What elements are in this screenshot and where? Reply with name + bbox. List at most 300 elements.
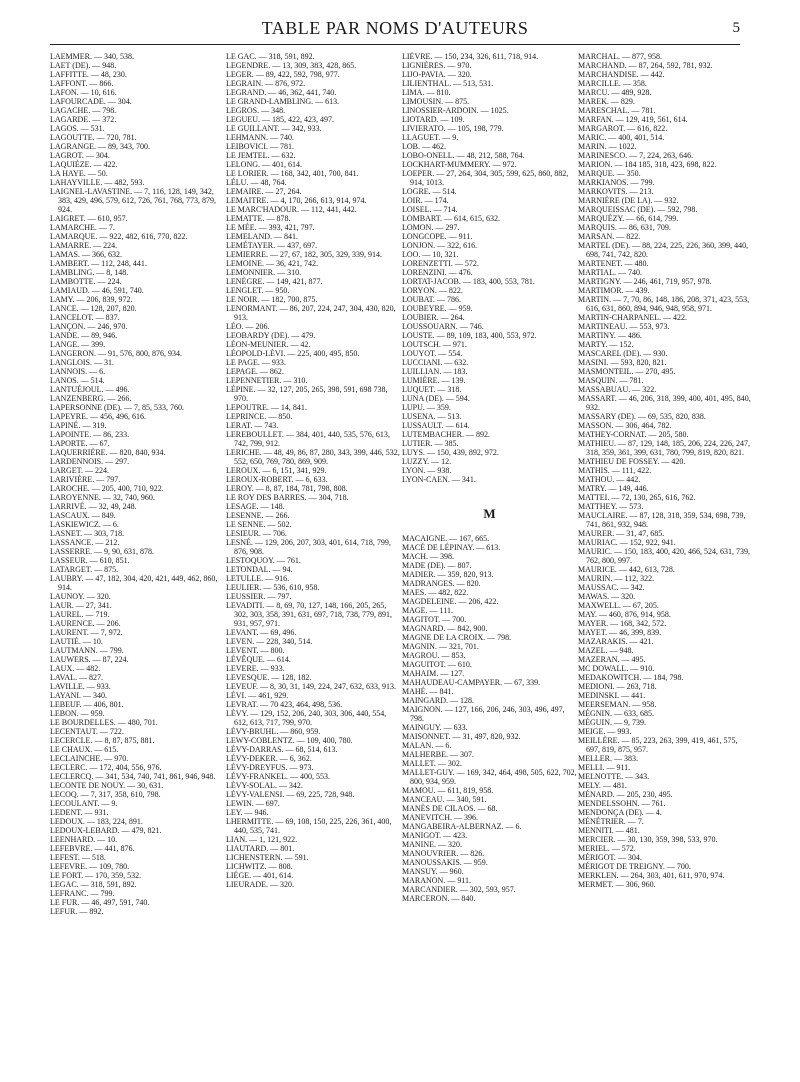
index-entry: MATHIEU. — 87, 129, 148, 185, 206, 224, 226, 247, 318, 359, 361, 399, 631, 780, 799, 819, 820, 821.	[578, 439, 750, 457]
index-entry: MANÈS DE CILAOS. — 68.	[402, 804, 498, 813]
index-column-4	[578, 52, 753, 1072]
index-entry: LOCKHART-MUMMERY. — 972.	[402, 160, 517, 169]
index-entry: LEMAIRE. — 27, 264.	[226, 187, 302, 196]
index-entry: LAHAYVILLE. — 482, 593.	[50, 178, 145, 187]
index-entry: LECOULANT. — 9.	[50, 799, 118, 808]
index-entry: LORYON. — 822.	[402, 286, 463, 295]
index-entry: MEIGE. — 993.	[578, 727, 632, 736]
index-entry: LAFFONT. — 866.	[50, 79, 114, 88]
index-entry: LOUTSCH. — 971.	[402, 340, 467, 349]
index-entry: MARCU. — 489, 928.	[578, 88, 652, 97]
index-entry: LAFOURCADE. — 304.	[50, 97, 132, 106]
index-entry: LE NOIR. — 182, 700, 875.	[226, 295, 318, 304]
index-entry: MENNITI. — 481.	[578, 826, 640, 835]
index-entry: LIMA. — 810.	[402, 88, 451, 97]
index-entry: LARRIVÉ. — 32, 49, 248.	[50, 502, 137, 511]
index-entry: MASSON. — 306, 464, 782.	[578, 421, 672, 430]
index-entry: LEDOUX-LEBARD. — 479, 821.	[50, 826, 162, 835]
index-entry: LEMONNIER. — 310.	[226, 268, 302, 277]
index-entry: LAVILLE. — 933.	[50, 682, 111, 691]
index-entry: LASNET. — 303, 718.	[50, 529, 125, 538]
index-entry: LÉVY-BRUHL. — 860, 959.	[226, 727, 321, 736]
index-entry: LUSENA. — 513.	[402, 412, 462, 421]
index-entry: MATTEI. — 72, 130, 265, 616, 762.	[578, 493, 696, 502]
index-entry: LAMARQUE. — 922, 482, 616, 770, 822.	[50, 232, 188, 241]
index-entry: LUPU. — 359.	[402, 403, 451, 412]
index-entry: LENORMANT. — 86, 207, 224, 247, 304, 430, 820, 913.	[226, 304, 396, 322]
index-entry: LAPORTE. — 67.	[50, 439, 110, 448]
index-entry: MADE (DE). — 807.	[402, 561, 472, 570]
index-entry: LEY. — 946.	[226, 808, 269, 817]
index-entry: LE MÉE. — 393, 421, 797.	[226, 223, 315, 232]
index-entry: LEUSSIER. — 797.	[226, 592, 292, 601]
index-entry: MANINE. — 320.	[402, 840, 462, 849]
index-entry: MARTINY. — 486.	[578, 331, 642, 340]
index-entry: MARTIGNY. — 246, 461, 719, 957, 978.	[578, 277, 712, 286]
index-entry: LOUSSOUARN. — 746.	[402, 322, 484, 331]
index-entry: LANCELOT. — 837.	[50, 313, 120, 322]
index-entry: LAVAL. — 827.	[50, 673, 104, 682]
index-entry: MARKOVITS. — 213.	[578, 187, 654, 196]
index-entry: LLAGUET. — 9.	[402, 133, 459, 142]
index-entry: LEMATTE. — 878.	[226, 214, 291, 223]
index-entry: LAGOS. — 531.	[50, 124, 105, 133]
index-entry: MELNOTTE. — 343.	[578, 772, 650, 781]
index-entry: LOIR. — 174.	[402, 196, 449, 205]
index-entry: MAGITOT. — 700.	[402, 615, 467, 624]
index-entry: LOUYOT. — 554.	[402, 349, 463, 358]
index-entry: MARINESCO. — 7, 224, 263, 646.	[578, 151, 694, 160]
index-entry: LERICHE. — 48, 49, 86, 87, 280, 343, 399, 446, 532, 552, 650, 769, 780, 869, 909.	[226, 448, 400, 466]
index-entry: LIAN. — 1, 121, 922.	[226, 835, 298, 844]
index-column-1	[50, 52, 225, 1072]
index-entry: LENGLET. — 950.	[226, 286, 290, 295]
index-entry: LANZENBERG. — 266.	[50, 394, 132, 403]
index-entry: MANOUSSAKIS. — 959.	[402, 858, 488, 867]
index-entry: MARTEL (DE). — 88, 224, 225, 226, 360, 399, 440, 698, 741, 742, 820.	[578, 241, 749, 259]
index-entry: LANTUÉJOUL. — 496.	[50, 385, 130, 394]
index-entry: MARCANDIER. — 302, 593, 957.	[402, 885, 516, 894]
index-entry: LAMBERT. — 112, 248, 441.	[50, 259, 147, 268]
index-entry: MARCILLE. — 358.	[578, 79, 647, 88]
index-entry: LUTEMBACHER. — 892.	[402, 430, 490, 439]
index-entry: LAFON. — 10, 616.	[50, 88, 117, 97]
index-entry: LANÇON. — 246, 970.	[50, 322, 128, 331]
index-entry: LAMARRE. — 224.	[50, 241, 118, 250]
index-entry: LORENZINI. — 476.	[402, 268, 473, 277]
index-column-2	[226, 52, 401, 1072]
index-entry: LUSSAULT. — 614.	[402, 421, 470, 430]
index-entry: MACÉ DE LÉPINAY. — 613.	[402, 543, 501, 552]
index-entry: LAFFITTE. — 48, 230.	[50, 70, 127, 79]
index-entry: LICHENSTERN. — 591.	[226, 853, 309, 862]
index-entry: LUQUET. — 318.	[402, 385, 462, 394]
index-entry: LECOQ. — 7, 317, 358, 610, 798.	[50, 790, 161, 799]
index-entry: LINOSSIER-ARDOIN. — 1025.	[402, 106, 509, 115]
index-entry: LAURENCE. — 206.	[50, 619, 121, 628]
index-entry: MARCHAND. — 87, 264, 592, 781, 932.	[578, 61, 713, 70]
index-entry: MAHAIM. — 127.	[402, 669, 465, 678]
index-entry: LEFEST. — 518.	[50, 853, 106, 862]
index-entry: MAGNIN. — 321, 701.	[402, 642, 479, 651]
index-entry: MARTENET. — 480.	[578, 259, 649, 268]
index-entry: LA HAYE. — 50.	[50, 169, 108, 178]
index-entry: LEGROS. — 348.	[226, 106, 286, 115]
index-entry: LUYS. — 150, 439, 892, 972.	[402, 448, 499, 457]
index-entry: LIJO-PAVIA. — 320.	[402, 70, 472, 79]
index-entry: LANOS. — 514.	[50, 376, 105, 385]
index-entry: MAGNARD. — 842, 900.	[402, 624, 488, 633]
index-entry: LOUBIER. — 264.	[402, 313, 465, 322]
index-entry: MAURER. — 31, 47, 685.	[578, 529, 665, 538]
index-entry: LAUTIÉ. — 10.	[50, 637, 103, 646]
index-entry: LAMIAUD. — 46, 591, 740.	[50, 286, 144, 295]
index-entry: LESNÉ. — 129, 206, 207, 303, 401, 614, 718, 799, 876, 908.	[226, 538, 391, 556]
index-entry: LANNOIS. — 6.	[50, 367, 106, 376]
index-entry: LAPINÉ. — 319.	[50, 421, 107, 430]
index-entry: MAREK. — 829.	[578, 97, 635, 106]
index-entry: LEMAITRE. — 4, 170, 266, 613, 914, 974.	[226, 196, 367, 205]
index-entry: LEFEVRE. — 109, 780.	[50, 862, 130, 871]
index-entry: LANDE. — 89, 946.	[50, 331, 118, 340]
index-entry: LANGE. — 399.	[50, 340, 106, 349]
index-entry: MARIC. — 400, 401, 514.	[578, 133, 665, 142]
index-entry: LAYANI. — 340.	[50, 691, 108, 700]
index-entry: LARDENNOIS. — 297.	[50, 457, 130, 466]
index-entry: LEGENDRE. — 13, 309, 383, 428, 865.	[226, 61, 357, 70]
index-entry: LUMIÈRE. — 139.	[402, 376, 466, 385]
index-entry: LAUR. — 27, 341.	[50, 601, 112, 610]
index-entry: MARSAN. — 822.	[578, 232, 641, 241]
index-entry: MAZEL. — 948.	[578, 646, 634, 655]
section-letter: M	[483, 506, 496, 521]
index-entry: MAWAS. — 320.	[578, 592, 636, 601]
index-entry: LARGET. — 224.	[50, 466, 109, 475]
index-entry: LEGUEU. — 185, 422, 423, 497.	[226, 115, 334, 124]
index-entry: LE FORT. — 170, 359, 532.	[50, 871, 142, 880]
index-entry: LEFEBVRE. — 441, 876.	[50, 844, 135, 853]
index-entry: MARTY. — 152.	[578, 340, 634, 349]
index-entry: MARION. — 184 185, 318, 423, 698, 822.	[578, 160, 717, 169]
index-entry: MELLER. — 383.	[578, 754, 638, 763]
index-entry: MANSUY. — 960.	[402, 867, 464, 876]
index-entry: MÉNARD. — 205, 230, 495.	[578, 790, 673, 799]
index-entry: MARQUIS. — 86, 631, 709.	[578, 223, 671, 232]
index-entry: MAURIN. — 112, 322.	[578, 574, 655, 583]
index-entry: MASSABUAU. — 322.	[578, 385, 657, 394]
index-entry: LAUX. — 482.	[50, 664, 101, 673]
index-entry: MANEVITCH. — 396.	[402, 813, 478, 822]
index-entry: MARESCHAL. — 781.	[578, 106, 656, 115]
index-entry: LEDOUX. — 183, 224, 891.	[50, 817, 143, 826]
index-entry: LESAGE. — 148.	[226, 502, 285, 511]
index-entry: LORENZETTI. — 572.	[402, 259, 479, 268]
index-entry: LAPOINTE. — 86, 233.	[50, 430, 130, 439]
index-entry: MALLET. — 302.	[402, 759, 462, 768]
page-number: 5	[732, 20, 740, 36]
index-entry: LAMAS. — 366, 632.	[50, 250, 123, 259]
index-entry: MATHIEU DE FOSSEY. — 420.	[578, 457, 686, 466]
index-entry: MAGROU. — 853.	[402, 651, 466, 660]
index-entry: LÉVY-VALENSI. — 69, 225, 728, 948.	[226, 790, 355, 799]
index-entry: LOB. — 462.	[402, 142, 446, 151]
index-entry: MASSART. — 46, 206, 318, 399, 400, 401, 495, 840, 932.	[578, 394, 751, 412]
index-entry: LEROY. — 8, 87, 184, 781, 798, 808.	[226, 484, 348, 493]
index-entry: MAINGUY. — 633.	[402, 723, 468, 732]
index-entry: LE FUR. — 46, 497, 591, 740.	[50, 898, 150, 907]
index-entry: LEENHARD. — 10.	[50, 835, 118, 844]
index-entry: LOUSTE. — 89, 109, 183, 400, 553, 972.	[402, 331, 537, 340]
index-entry: LERAT. — 743.	[226, 421, 279, 430]
index-entry: LECENTAUT. — 722.	[50, 727, 124, 736]
index-entry: MALHERBE. — 307.	[402, 750, 474, 759]
index-entry: MERCIER. — 30, 130, 359, 398, 533, 970.	[578, 835, 718, 844]
page-title: TABLE PAR NOMS D'AUTEURS	[261, 18, 529, 38]
index-entry: LÉVY-FRANKEL. — 400, 553.	[226, 772, 330, 781]
index-entry: MENDONÇA (DE). — 4.	[578, 808, 662, 817]
index-entry: LEGRAIN. — 876, 972.	[226, 79, 306, 88]
index-entry: LAQUIÈZE. — 422.	[50, 160, 118, 169]
index-entry: LECLERC. — 172, 404, 556, 976.	[50, 763, 162, 772]
index-entry: LE CHAUX. — 615.	[50, 745, 119, 754]
index-entry: LEPENNETIER. — 310.	[226, 376, 308, 385]
index-entry: LEVEN. — 228, 340, 514.	[226, 637, 313, 646]
index-entry: LEGAC. — 318, 591, 892.	[50, 880, 137, 889]
index-entry: LAUWERS. — 87, 224.	[50, 655, 129, 664]
index-entry: MAHAUDEAU-CAMPAYER. — 67, 339.	[402, 678, 541, 687]
index-entry: LOO. — 10, 321.	[402, 250, 459, 259]
index-entry: LOGRE. — 514.	[402, 187, 457, 196]
index-entry: LANCE. — 128, 207, 820.	[50, 304, 137, 313]
index-entry: LAQUERRIÈRE. — 820, 840, 934.	[50, 448, 166, 457]
index-entry: MARGAROT. — 616, 822.	[578, 124, 668, 133]
index-entry: LONGCOPE. — 911.	[402, 232, 473, 241]
index-entry: LEULIER. — 536, 610, 958.	[226, 583, 320, 592]
index-entry: LAMBOTTE. — 224.	[50, 277, 122, 286]
index-entry: LAUBRY. — 47, 182, 304, 420, 421, 449, 462, 860, 914.	[50, 574, 218, 592]
index-entry: LEOBARDY (DE). — 479.	[226, 331, 316, 340]
index-entry: MAUCLAIRE. — 87, 128, 318, 359, 534, 698, 739, 741, 861, 932, 948.	[578, 511, 746, 529]
index-entry: MELLI. — 911.	[578, 763, 631, 772]
index-entry: MERIEL. — 572.	[578, 844, 636, 853]
index-entry: LASSANCE. — 212.	[50, 538, 120, 547]
index-entry: MARQUE. — 350.	[578, 169, 641, 178]
index-entry: MÉGNIN. — 633, 685.	[578, 709, 654, 718]
index-entry: LAPEYRE. — 456, 496, 616.	[50, 412, 146, 421]
index-entry: MEERSEMAN. — 958.	[578, 700, 657, 709]
index-entry: MADIER. — 359, 820, 913.	[402, 570, 494, 579]
index-entry: LANGLOIS. — 31.	[50, 358, 114, 367]
index-entry: LAMY. — 206, 839, 972.	[50, 295, 133, 304]
index-entry: MEDAKOWITCH. — 184, 798.	[578, 673, 684, 682]
index-entry: LOUBAT. — 786.	[402, 295, 461, 304]
index-entry: MERMET. — 306, 960.	[578, 880, 656, 889]
index-entry: LAMARCHE. — 7.	[50, 223, 115, 232]
index-entry: LEREBOULLET. — 384, 401, 440, 535, 576, 613, 742, 799, 912.	[226, 430, 390, 448]
index-entry: LUNA (DE). — 594.	[402, 394, 470, 403]
index-entry: MARTINEAU. — 553, 973.	[578, 322, 670, 331]
index-entry: LAIGRET. — 610, 957.	[50, 214, 128, 223]
index-entry: LIAUTARD. — 801.	[226, 844, 295, 853]
index-entry: MACH. — 398.	[402, 552, 455, 561]
index-entry: MATHIS. — 111, 422.	[578, 466, 652, 475]
index-entry: LE GAC. — 318, 591, 892.	[226, 52, 315, 61]
index-entry: LEWY-COBLENTZ. — 109, 400, 780.	[226, 736, 353, 745]
index-entry: LENÈGRE. — 149, 421, 877.	[226, 277, 323, 286]
index-entry: LÉON-MEUNIER. — 42.	[226, 340, 311, 349]
index-entry: LAEMMER. — 340, 538.	[50, 52, 134, 61]
index-entry: LEMIERRE. — 27, 67, 182, 305, 329, 339, 914.	[226, 250, 382, 259]
index-column-3	[402, 52, 577, 1072]
index-entry: LAPERSONNE (DE). — 7, 85, 533, 760.	[50, 403, 184, 412]
index-entry: LEVENT. — 800.	[226, 646, 285, 655]
index-entry: LEMELAND. — 841.	[226, 232, 298, 241]
index-entry: LEFUR. — 892.	[50, 907, 104, 916]
index-entry: LAROCHE. — 205, 400, 710, 922.	[50, 484, 164, 493]
index-entry: LUILLIAN. — 183.	[402, 367, 468, 376]
index-entry: LEMÉTAYER. — 437, 697.	[226, 241, 318, 250]
index-entry: LOUBEYRE. — 959.	[402, 304, 473, 313]
index-entry: LEROUX. — 6, 151, 341, 929.	[226, 466, 327, 475]
index-entry: LEGRAND. — 46, 362, 441, 740.	[226, 88, 337, 97]
index-entry: LEPOUTRE. — 14, 841.	[226, 403, 307, 412]
index-entry: LÉVY-DREYFUS. — 973.	[226, 763, 314, 772]
index-entry: MAURIC. — 150, 183, 400, 420, 466, 524, 631, 739, 762, 800, 997.	[578, 547, 751, 565]
index-entry: MÉGUIN. — 9, 739.	[578, 718, 646, 727]
index-entry: LASCAUX. — 849.	[50, 511, 116, 520]
index-entry: MARTIAL. — 740.	[578, 268, 642, 277]
index-entry: LECONTE DE NOUY. — 30, 631.	[50, 781, 164, 790]
index-entry: MANCEAU. — 340, 591.	[402, 795, 487, 804]
index-entry: LEGER. — 89, 422, 592, 798, 977.	[226, 70, 340, 79]
page-header	[50, 14, 740, 40]
index-entry: LIMOUSIN. — 875.	[402, 97, 470, 106]
index-entry: LE BOURDELLES. — 480, 701.	[50, 718, 158, 727]
index-entry: LE MARC'HADOUR. — 112, 441, 442.	[226, 205, 357, 214]
index-entry: MADRANGES. — 820.	[402, 579, 481, 588]
index-entry: MAGE. — 111.	[402, 606, 453, 615]
index-entry: MASSARY (DE). — 69, 535, 820, 838.	[578, 412, 706, 421]
index-entry: MAHÉ. — 841.	[402, 687, 454, 696]
index-entry: LASSEUR. — 610, 851.	[50, 556, 130, 565]
index-entry: LÉPINE. — 32, 127, 205, 265, 398, 591, 698 738, 970.	[226, 385, 388, 403]
index-entry: MARFAN. — 129, 419, 561, 614.	[578, 115, 688, 124]
index-entry: LÉVY. — 129, 152, 206, 240, 303, 306, 440, 554, 612, 613, 717, 799, 970.	[226, 709, 387, 727]
index-entry: MASMONTEIL. — 270, 495.	[578, 367, 676, 376]
index-entry: LEVESQUE. — 128, 182.	[226, 673, 312, 682]
index-entry: LAURENT. — 7, 972.	[50, 628, 123, 637]
index-entry: MATTHEY. — 573.	[578, 502, 644, 511]
index-entry: LILIENTHAL. — 513, 531.	[402, 79, 494, 88]
index-entry: MATRY. — 149, 446.	[578, 484, 649, 493]
index-entry: MEILLÈRE. — 85, 223, 263, 399, 419, 461, 575, 697, 819, 875, 957.	[578, 736, 738, 754]
index-entry: LÉOPOLD-LÉVI. — 225, 400, 495, 850.	[226, 349, 360, 358]
index-columns	[50, 52, 750, 1072]
index-entry: LEPAGE. — 862.	[226, 367, 284, 376]
index-entry: LEVRAT. — 70 423, 464, 498, 536.	[226, 700, 343, 709]
index-entry: MAXWELL. — 67, 205.	[578, 601, 659, 610]
index-entry: LEBON. — 959.	[50, 709, 105, 718]
index-entry: LEWIN. — 697.	[226, 799, 280, 808]
index-entry: LIGNIÈRES. — 970.	[402, 61, 472, 70]
index-entry: MAES. — 482, 822.	[402, 588, 469, 597]
index-entry: LIÉGE. — 401, 614.	[226, 871, 294, 880]
index-entry: LORTAT-JACOB. — 183, 400, 553, 781.	[402, 277, 535, 286]
index-entry: LASSERRE. — 9, 90, 631, 878.	[50, 547, 155, 556]
index-entry: LANGERON. — 91, 576, 800, 876, 934.	[50, 349, 182, 358]
index-entry: MASINI. — 593, 820, 821.	[578, 358, 667, 367]
index-entry: LAGOUTTE. — 720, 781.	[50, 133, 137, 142]
index-entry: MARCERON. — 840.	[402, 894, 476, 903]
index-entry: LÉLU. — 48, 764.	[226, 178, 287, 187]
index-entry: LE LORIER. — 168, 342, 401, 700, 841.	[226, 169, 359, 178]
index-entry: MARIN. — 1022.	[578, 142, 637, 151]
index-entry: LE SENNE. — 502.	[226, 520, 292, 529]
index-entry: LECLERCQ. — 341, 534, 740, 741, 861, 946, 948.	[50, 772, 216, 781]
index-entry: LEBEUF. — 406, 801.	[50, 700, 124, 709]
index-entry: MEDIONI. — 263, 718.	[578, 682, 657, 691]
index-entry: LEHMANN. — 740.	[226, 133, 294, 142]
index-entry: MARANON. — 911.	[402, 876, 472, 885]
index-entry: LÉVY-DEKER. — 6, 362.	[226, 754, 312, 763]
index-entry: LEVEUF. — 8, 30, 31, 149, 224, 247, 632, 633, 913.	[226, 682, 397, 691]
index-entry: MÉRIGOT. — 304.	[578, 853, 642, 862]
index-entry: MAURIAC. — 152, 922, 941.	[578, 538, 676, 547]
index-entry: MAYET. — 46, 399, 839.	[578, 628, 662, 637]
index-entry: LETONDAL. — 94.	[226, 565, 293, 574]
index-entry: LIEURADE. — 320.	[226, 880, 294, 889]
index-entry: LUTIER. — 385.	[402, 439, 459, 448]
index-entry: MARQUÉZY. — 66, 614, 799.	[578, 214, 679, 223]
index-entry: LEROUX-ROBERT. — 6, 633.	[226, 475, 328, 484]
index-entry: MÉNÉTRIER. — 7.	[578, 817, 644, 826]
index-entry: MAIGNON. — 127, 166, 206, 246, 303, 496, 497, 798.	[402, 705, 565, 723]
index-entry: MARQUEISSAC (DE). — 592, 798.	[578, 205, 698, 214]
index-entry: LAET (DE). — 948.	[50, 61, 117, 70]
index-entry: LUCCIANI. — 632.	[402, 358, 469, 367]
index-entry: LEMOINE. — 36, 421, 742.	[226, 259, 318, 268]
index-entry: LOBO-ONELL. — 48, 212, 588, 764.	[402, 151, 525, 160]
index-entry: LÉVÊQUE. — 614.	[226, 655, 291, 664]
index-entry: LE ROY DES BARRES. — 304, 718.	[226, 493, 349, 502]
index-entry: LE PAGE. — 933.	[226, 358, 286, 367]
index-entry: MARTIN-CHARPANEL. — 422.	[578, 313, 688, 322]
index-entry: LÉVY-SOLAL. — 342.	[226, 781, 303, 790]
index-entry: LAUNOY. — 320.	[50, 592, 111, 601]
index-entry: MERKLEN. — 264, 303, 401, 611, 970, 974.	[578, 871, 725, 880]
index-entry: LESTOQUOY. — 761.	[226, 556, 301, 565]
index-entry: MENDELSSOHN. — 761.	[578, 799, 666, 808]
index-entry: MARNIÈRE (DE LA). — 932.	[578, 196, 679, 205]
index-entry: LIVIERATO. — 105, 198, 779.	[402, 124, 504, 133]
index-entry: LONJON. — 322, 616.	[402, 241, 478, 250]
index-entry: LHERMITTE. — 69, 108, 150, 225, 226, 361, 400, 440, 535, 741.	[226, 817, 392, 835]
index-entry: LOMON. — 297.	[402, 223, 460, 232]
index-entry: MARTIN. — 7, 70, 86, 148, 186, 208, 371, 423, 553, 616, 631, 860, 894, 946, 948, 958, 971.	[578, 295, 750, 313]
index-entry: MEDINSKI. — 441.	[578, 691, 646, 700]
index-entry: MAMOU. — 611, 819, 958.	[402, 786, 494, 795]
index-entry: LÉVI. — 461, 929.	[226, 691, 289, 700]
index-entry: LARIVIÈRE. — 797.	[50, 475, 121, 484]
index-entry: LICHWITZ. — 808.	[226, 862, 293, 871]
index-entry: MC DOWALL. — 910.	[578, 664, 655, 673]
index-entry: LAUTMANN. — 799.	[50, 646, 124, 655]
index-entry: MAURICE. — 442, 613, 728.	[578, 565, 675, 574]
index-entry: MASCAREL (DE). — 930.	[578, 349, 668, 358]
index-entry: LAROYENNE. — 32, 740, 960.	[50, 493, 155, 502]
index-entry: MANIGOT. — 423.	[402, 831, 468, 840]
index-entry: MAGUITOT. — 610.	[402, 660, 472, 669]
